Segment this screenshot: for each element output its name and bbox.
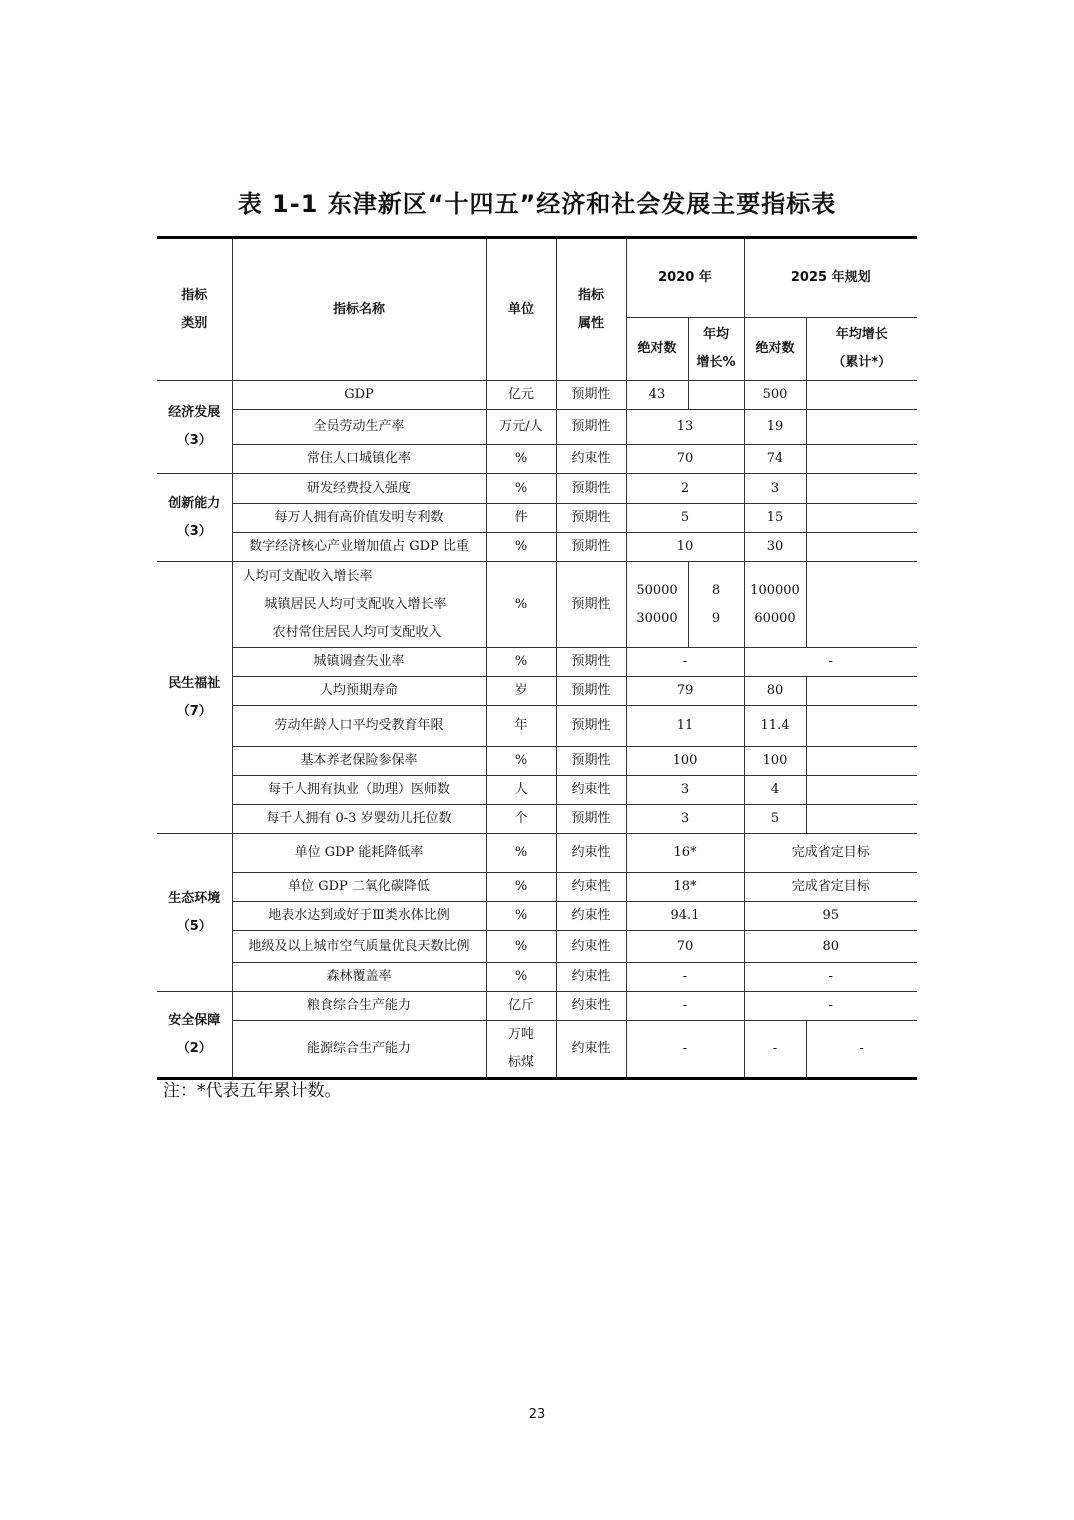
indicator-name: 人均预期寿命	[232, 677, 486, 706]
indicator-attr: 约束性	[556, 1021, 626, 1079]
value-2020: -	[626, 648, 744, 677]
indicator-attr: 预期性	[556, 504, 626, 533]
value-2025: 80	[744, 677, 806, 706]
indicator-attr: 约束性	[556, 873, 626, 902]
value-2025: 100000 60000	[744, 562, 806, 648]
value-2020: 18*	[626, 873, 744, 902]
value-2020: 2	[626, 474, 744, 504]
value-2020: -	[626, 963, 744, 992]
table-row	[157, 747, 917, 776]
table-row	[157, 504, 917, 533]
group-eco: 生态环境 （5）	[157, 834, 232, 992]
value-2020: 50000 30000	[626, 562, 688, 648]
indicator-unit: 件	[486, 504, 556, 533]
growth-2025	[806, 776, 917, 805]
indicator-name: 常住人口城镇化率	[232, 445, 486, 474]
indicator-name: 每千人拥有 0-3 岁婴幼儿托位数	[232, 805, 486, 834]
indicator-name: 单位 GDP 能耗降低率	[232, 834, 486, 873]
table-row	[157, 445, 917, 474]
value-2020: 5	[626, 504, 744, 533]
indicator-unit: 年	[486, 706, 556, 747]
growth-2025	[806, 533, 917, 562]
table-row	[157, 474, 917, 504]
indicator-unit: %	[486, 963, 556, 992]
indicator-name: 能源综合生产能力	[232, 1021, 486, 1079]
indicator-attr: 预期性	[556, 474, 626, 504]
value-2020: 70	[626, 445, 744, 474]
header-2020: 2020 年	[626, 238, 744, 318]
indicator-unit: 个	[486, 805, 556, 834]
indicator-unit: %	[486, 834, 556, 873]
indicator-attr: 约束性	[556, 445, 626, 474]
indicator-name: 单位 GDP 二氧化碳降低	[232, 873, 486, 902]
value-2020: 100	[626, 747, 744, 776]
value-2025: 完成省定目标	[744, 834, 917, 873]
growth-2025	[806, 706, 917, 747]
indicator-name: 人均可支配收入增长率 城镇居民人均可支配收入增长率 农村常住居民人均可支配收入	[232, 562, 486, 648]
value-2020: 11	[626, 706, 744, 747]
value-2025: -	[744, 992, 917, 1021]
indicator-name: 地表水达到或好于Ⅲ类水体比例	[232, 902, 486, 931]
indicator-unit: 岁	[486, 677, 556, 706]
growth-2025	[806, 474, 917, 504]
indicator-unit: %	[486, 533, 556, 562]
growth-2025	[806, 805, 917, 834]
indicator-name: 城镇调查失业率	[232, 648, 486, 677]
growth-2025	[806, 410, 917, 445]
table-note: 注：*代表五年累计数。	[163, 1081, 342, 1101]
value-2020: 70	[626, 931, 744, 963]
value-2025: 30	[744, 533, 806, 562]
indicator-unit: %	[486, 873, 556, 902]
indicator-name: 研发经费投入强度	[232, 474, 486, 504]
indicator-attr: 预期性	[556, 533, 626, 562]
indicator-attr: 预期性	[556, 747, 626, 776]
header-abs-2025: 绝对数	[744, 318, 806, 381]
value-2025: 5	[744, 805, 806, 834]
value-2020: 13	[626, 410, 744, 445]
table-row	[157, 873, 917, 902]
indicator-unit: 亿元	[486, 381, 556, 410]
indicator-attr: 约束性	[556, 931, 626, 963]
indicator-table	[157, 236, 917, 1080]
indicator-attr: 预期性	[556, 562, 626, 648]
table-row	[157, 677, 917, 706]
value-2020: 79	[626, 677, 744, 706]
indicator-name: 森林覆盖率	[232, 963, 486, 992]
growth-2025	[806, 747, 917, 776]
table-row	[157, 992, 917, 1021]
growth-2020	[688, 381, 744, 410]
value-2025: 3	[744, 474, 806, 504]
header-category: 指标 类别	[157, 238, 232, 381]
value-2025: 74	[744, 445, 806, 474]
growth-2025	[806, 445, 917, 474]
indicator-name: 每千人拥有执业（助理）医师数	[232, 776, 486, 805]
group-welfare: 民生福祉 （7）	[157, 562, 232, 834]
value-2020: -	[626, 992, 744, 1021]
value-2020: 43	[626, 381, 688, 410]
value-2025: -	[744, 648, 917, 677]
header-growth-2020: 年均 增长%	[688, 318, 744, 381]
indicator-name: 地级及以上城市空气质量优良天数比例	[232, 931, 486, 963]
indicator-unit: %	[486, 747, 556, 776]
indicator-unit: %	[486, 474, 556, 504]
group-econ: 经济发展 （3）	[157, 381, 232, 474]
indicator-name: 数字经济核心产业增加值占 GDP 比重	[232, 533, 486, 562]
indicator-unit: %	[486, 648, 556, 677]
growth-2025	[806, 504, 917, 533]
value-2025: 500	[744, 381, 806, 410]
indicator-attr: 预期性	[556, 410, 626, 445]
indicator-unit: 人	[486, 776, 556, 805]
value-2025: 95	[744, 902, 917, 931]
value-2025: 15	[744, 504, 806, 533]
value-2020: 10	[626, 533, 744, 562]
indicator-unit: 万元/人	[486, 410, 556, 445]
indicator-name: 每万人拥有高价值发明专利数	[232, 504, 486, 533]
indicator-name: GDP	[232, 381, 486, 410]
value-2020: 3	[626, 805, 744, 834]
table-row	[157, 902, 917, 931]
header-unit: 单位	[486, 238, 556, 381]
value-2025: 4	[744, 776, 806, 805]
indicator-name: 基本养老保险参保率	[232, 747, 486, 776]
table-row	[157, 562, 917, 648]
indicator-attr: 预期性	[556, 381, 626, 410]
indicator-attr: 预期性	[556, 706, 626, 747]
indicator-attr: 约束性	[556, 963, 626, 992]
group-safety: 安全保障 （2）	[157, 992, 232, 1079]
page-title: 表 1-1 东津新区“十四五”经济和社会发展主要指标表	[237, 190, 837, 218]
value-2025: 11.4	[744, 706, 806, 747]
header-attr: 指标 属性	[556, 238, 626, 381]
indicator-unit: %	[486, 931, 556, 963]
value-2025: -	[744, 963, 917, 992]
page-number: 23	[528, 1407, 546, 1422]
table-row	[157, 410, 917, 445]
table-row	[157, 776, 917, 805]
growth-2025: -	[806, 1021, 917, 1079]
header-growth-2025: 年均增长 （累计*）	[806, 318, 917, 381]
value-2025: 完成省定目标	[744, 873, 917, 902]
value-2025: 100	[744, 747, 806, 776]
table-row	[157, 931, 917, 963]
value-2020: -	[626, 1021, 744, 1079]
value-2020: 16*	[626, 834, 744, 873]
indicator-unit: %	[486, 562, 556, 648]
indicator-name: 全员劳动生产率	[232, 410, 486, 445]
table-row	[157, 706, 917, 747]
table-row	[157, 648, 917, 677]
value-2020: 94.1	[626, 902, 744, 931]
indicator-attr: 预期性	[556, 677, 626, 706]
indicator-name: 粮食综合生产能力	[232, 992, 486, 1021]
value-2025: 19	[744, 410, 806, 445]
value-2020: 3	[626, 776, 744, 805]
header-abs-2020: 绝对数	[626, 318, 688, 381]
indicator-unit: %	[486, 902, 556, 931]
indicator-attr: 约束性	[556, 776, 626, 805]
header-row	[157, 238, 917, 318]
indicator-name: 劳动年龄人口平均受教育年限	[232, 706, 486, 747]
indicator-unit: 亿斤	[486, 992, 556, 1021]
growth-2025	[806, 562, 917, 648]
value-2025: -	[744, 1021, 806, 1079]
indicator-unit: 万吨 标煤	[486, 1021, 556, 1079]
table-row	[157, 963, 917, 992]
indicator-attr: 预期性	[556, 805, 626, 834]
growth-2020: 8 9	[688, 562, 744, 648]
table-row	[157, 533, 917, 562]
indicator-attr: 预期性	[556, 648, 626, 677]
indicator-attr: 约束性	[556, 992, 626, 1021]
header-2025: 2025 年规划	[744, 238, 917, 318]
indicator-attr: 约束性	[556, 834, 626, 873]
header-name: 指标名称	[232, 238, 486, 381]
table-row	[157, 381, 917, 410]
indicator-attr: 约束性	[556, 902, 626, 931]
table-row	[157, 805, 917, 834]
group-innov: 创新能力 （3）	[157, 474, 232, 562]
value-2025: 80	[744, 931, 917, 963]
indicator-unit: %	[486, 445, 556, 474]
table-row	[157, 1021, 917, 1079]
growth-2025	[806, 381, 917, 410]
table-row	[157, 834, 917, 873]
growth-2025	[806, 677, 917, 706]
